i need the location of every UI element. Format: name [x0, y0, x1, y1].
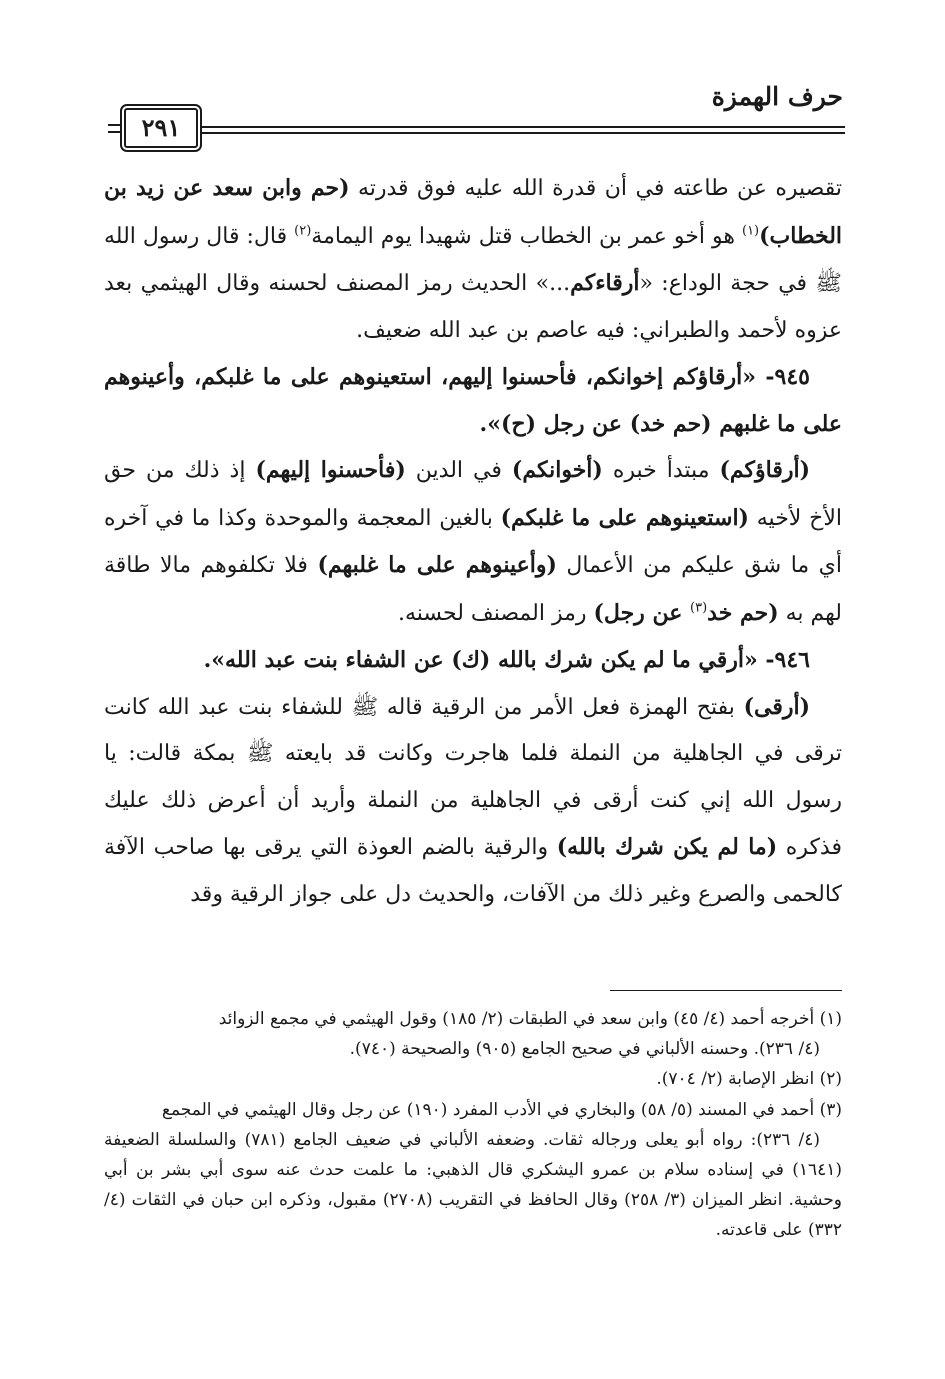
paragraph-continuation — [104, 165, 842, 354]
term: (أخوانكم) — [511, 457, 603, 483]
source-citation: عن رجل) — [593, 599, 690, 626]
text: مبتدأ خبره — [602, 458, 720, 483]
footnotes — [104, 1004, 842, 1246]
source-citation: (حم خد — [707, 599, 779, 626]
footnote-1: (١) أخرجه أحمد (٤/ ٤٥) وابن سعد في الطبقات (٢/ ١٨٥) وقول الهيثمي في مجمع الزوائد — [218, 1009, 842, 1029]
footnote-3: (٣) أحمد في المسند (٥/ ٥٨) والبخاري في الأدب المفرد (١٩٠) عن رجل وقال الهيثمي في المجمع — [161, 1099, 842, 1120]
main-text — [104, 165, 842, 918]
footnote-1-cont: (٤/ ٢٣٦). وحسنه الألباني في صحيح الجامع (٩٠٥) والصحيحة (٧٤٠). — [349, 1039, 820, 1060]
text: تقصيره عن طاعته في أن قدرة الله عليه فوق قدرته — [349, 176, 842, 201]
text: والرقية بالضم العوذة التي يرقى بها صاحب الآفة كالحمى والصرع وغير ذلك من الآفات، والحديث دل على جواز الرقية وقد — [104, 835, 842, 907]
hadith-quote: أرقاءكم — [570, 270, 640, 296]
header-rule-end — [108, 124, 120, 126]
term: (وأعينوهم على ما غلبهم) — [317, 552, 557, 578]
footnote-2: (٢) انظر الإصابة (٢/ ٧٠٤). — [656, 1069, 842, 1090]
header-rule — [200, 126, 845, 128]
header-rule-end — [108, 131, 120, 133]
footnote-ref: (٢) — [294, 223, 312, 239]
footnote-ref: (١) — [741, 223, 760, 239]
term: (أرقاؤكم) — [719, 457, 810, 483]
text: بفتح الهمزة فعل الأمر من الرقية قاله ﷺ للشفاء بنت عبد الله كانت ترقى في الجاهلية من النملة فلما هاجرت وكانت قد بايعته ﷺ بمكة قالت: يا رسول الله إني كنت أرقى في الجاهلية من النملة وأريد أن أعرض ذلك عليك فذكره — [104, 694, 842, 860]
text: قال: قال رسول الله ﷺ في حجة الوداع: « — [104, 223, 842, 296]
text: فلا تكلفوهم مالا طاقة لهم به — [104, 553, 842, 626]
header-rule — [200, 132, 845, 134]
term: (استعينوهم على ما غلبكم) — [500, 504, 749, 531]
commentary-945 — [104, 447, 842, 637]
footnote-3-cont: (٤/ ٢٣٦): رواه أبو يعلى ورجاله ثقات. وضعفه الألباني في ضعيف الجامع (٧٨١) والسلسلة الضعيفة (١٦٤١) في إسناده سلام بن عمرو اليشكري قال الذهبي: ما علمت حدث عنه سوى أبي بشر بن أبي وحشية. انظر الميزان (٣/ ٢٥٨) وقال الحافظ في التقريب (٢٧٠٨) مقبول، وذكره ابن حبان في الثقات (٤/ ٣٣٢) على قاعدته. — [104, 1129, 842, 1241]
hadith-946: ٩٤٦- «أرقي ما لم يكن شرك بالله (ك) عن الشفاء بنت عبد الله». — [203, 647, 810, 673]
page-number: ٢٩١ — [124, 108, 198, 148]
hadith-945: ٩٤٥- «أرقاؤكم إخوانكم، فأحسنوا إليهم، استعينوهم على ما غلبكم، وأعينوهم على ما غلبهم (حم خد) عن رجل (ح)». — [104, 364, 842, 437]
term: (أرقى) — [743, 693, 810, 720]
text: هو أخو عمر بن الخطاب قتل شهيدا يوم اليمامة — [311, 223, 742, 249]
footnote-ref: (٣) — [690, 600, 708, 616]
source-citation: (حم وابن سعد عن زيد بن الخطاب) — [104, 175, 843, 249]
text: بالغين المعجمة والموحدة وكذا ما في آخره أي ما شق عليكم من الأعمال — [104, 505, 843, 578]
running-title: حرف الهمزة — [711, 82, 843, 111]
text: في الدين — [405, 458, 512, 483]
term: (ما لم يكن شرك بالله) — [556, 834, 778, 860]
text: ...» الحديث رمز المصنف لحسنه وقال الهيثمي بعد عزوه لأحمد والطبراني: فيه عاصم بن عبد الله ضعيف. — [104, 271, 842, 343]
text: إذ ذلك من حق الأخ لأخيه — [104, 458, 842, 531]
term: (فأحسنوا إليهم) — [255, 457, 406, 483]
footnote-separator — [610, 990, 842, 991]
commentary-946 — [104, 684, 842, 919]
text: رمز المصنف لحسنه. — [397, 600, 594, 626]
